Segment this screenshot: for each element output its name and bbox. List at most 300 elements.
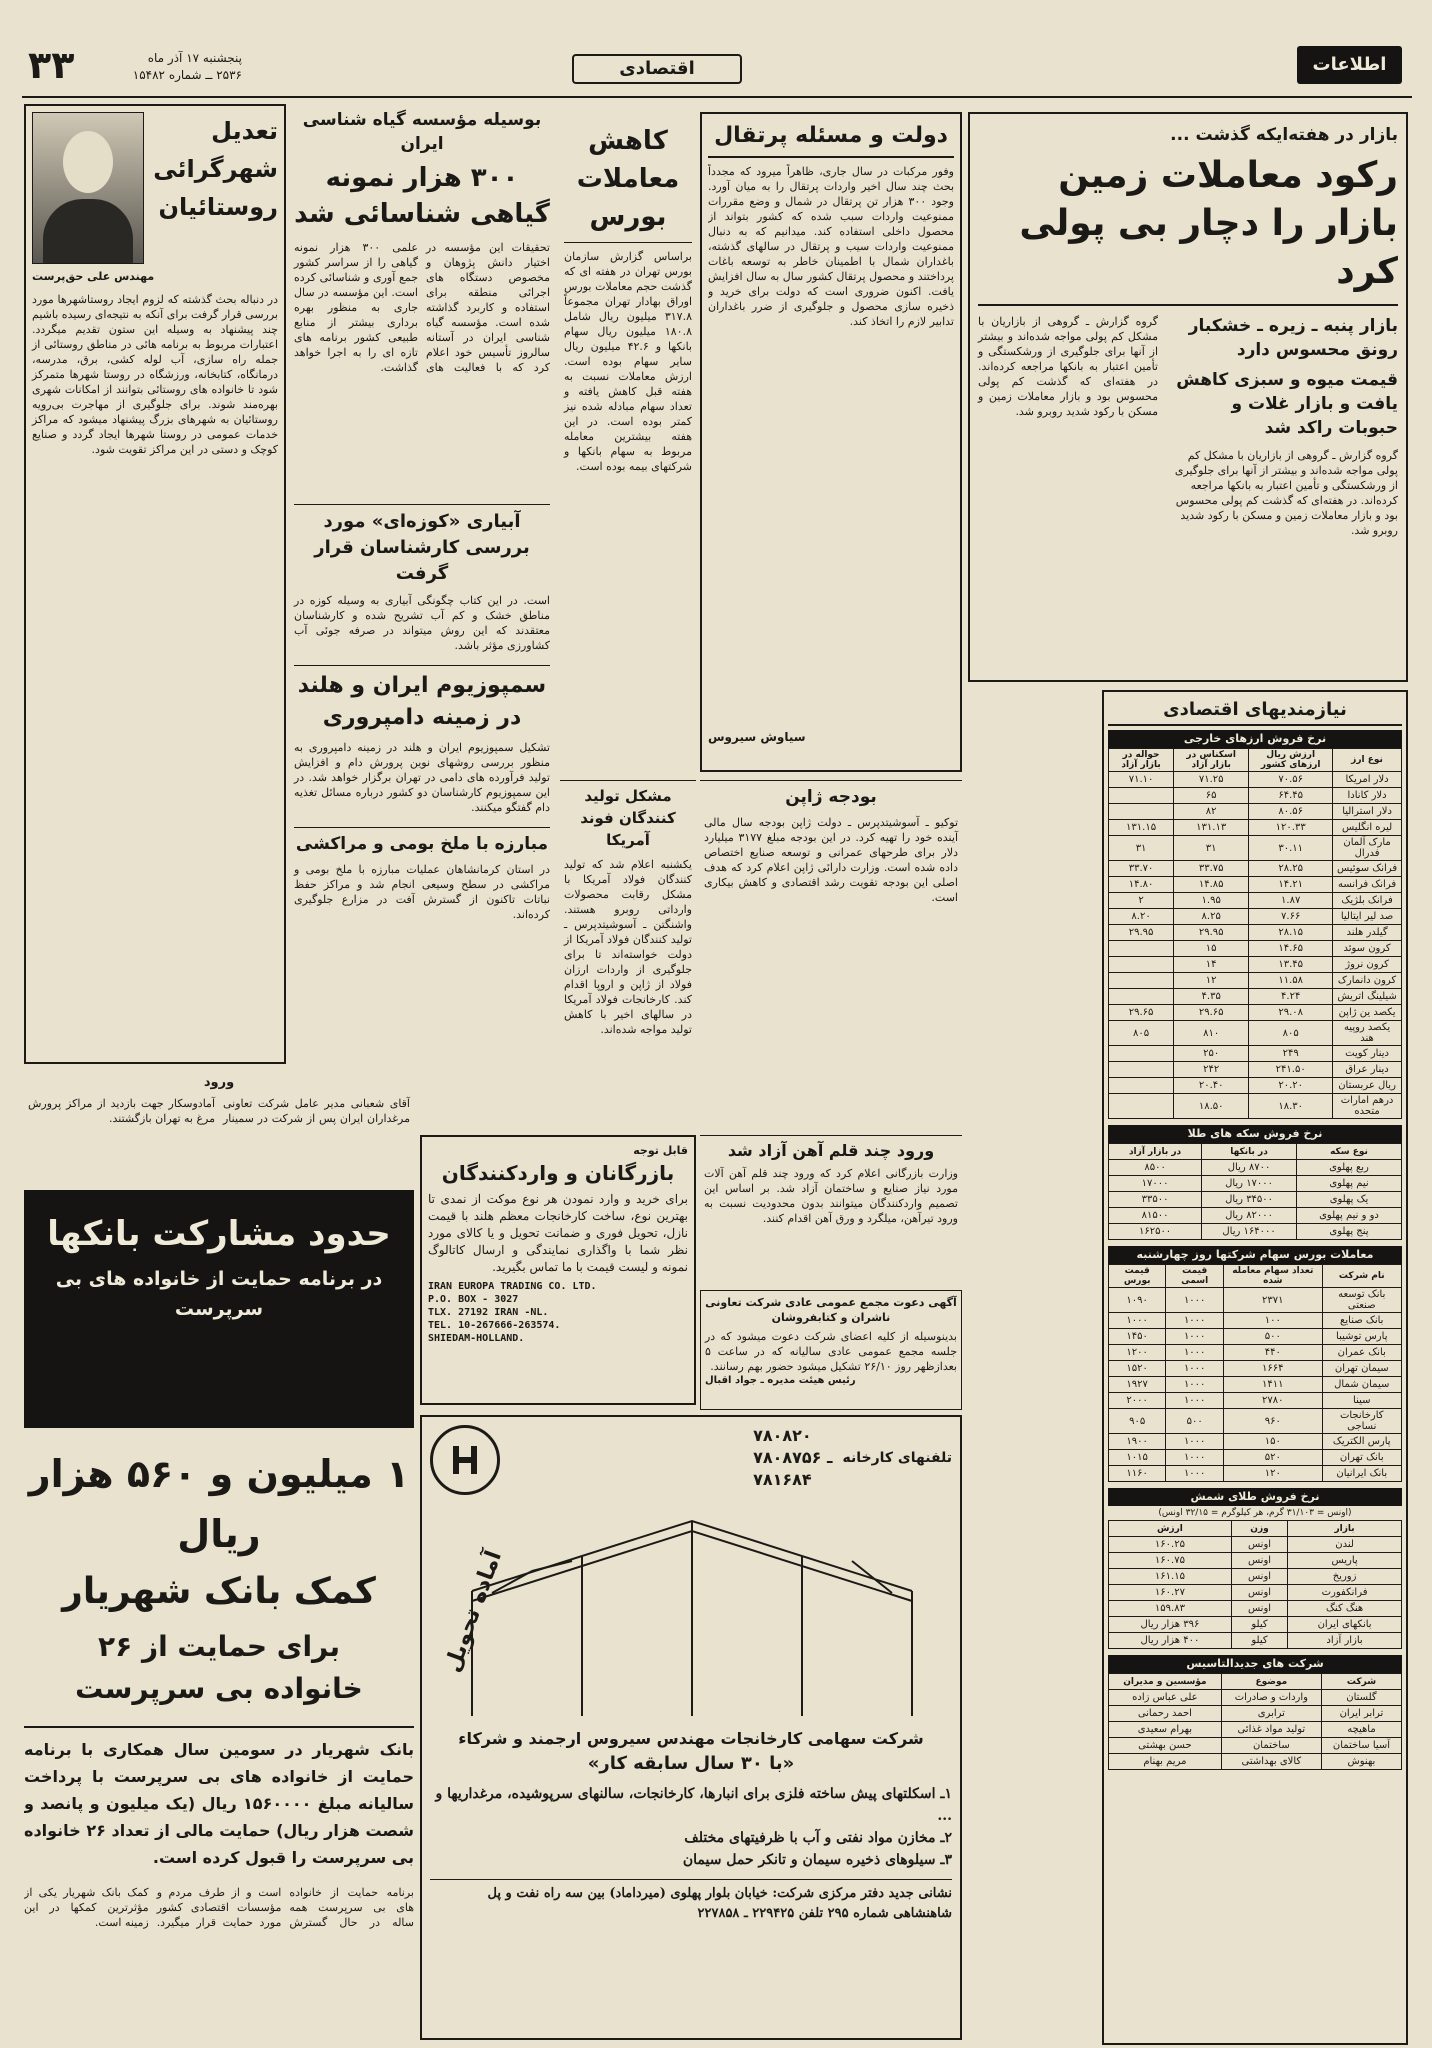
table-cell: ۲۴۲: [1174, 1062, 1249, 1078]
stock-row: [1109, 1466, 1402, 1482]
tadil-body: در دنباله بحث گذشته که لزوم ایجاد روستاشهرها مورد بررسی قرار گرفت برای آنکه به نتیجه‌ای رسیده باشیم چند پیشنهاد به وسیله این ستون تقدیم میگردد. اعتبارات مربوط به برنامه هائی در مناطق روستائی از جمله راه سازی، آب لوله کشی، برق، مدرسه، درمانگاه، کتابخانه، ورزشگاه در روستا شهرها متمرکز شود تا خانواده های روستائی بتوانند از امکانات شهری بهره‌مند شوند. برای جلوگیری از مهاجرت بی‌رویه روستائیان به شهرهای بزرگ پیشنهاد میشود که مراکز خدمات عمومی در روستا شهرها ایجاد گردد و صنایع کوچک و دستی در این مراکز تقویت شود.: [32, 293, 278, 456]
trade-body: برای خرید و وارد نمودن هر نوع موکت از نمدی تا بهترین نوع، ساخت کارخانجات معظم هلند با قیمت نازل، تحویل فوری و ضمانت تحویل و یا کالای مورد نظر شما با واگذاری نمایندگی و ارسال کاتالوگ نمونه و لیست قیمت با ما تماس بگیرید.: [428, 1192, 688, 1274]
factory-phone-2: ۷۸۰۸۷۵ـ ۶: [753, 1448, 833, 1467]
table-cell: ۱۰۱۵: [1109, 1450, 1166, 1466]
tadil-article: [24, 104, 286, 1064]
table-cell: پارس الکتریک: [1322, 1434, 1402, 1450]
table-cell: ۱۸.۵۰: [1174, 1094, 1249, 1119]
stock-title: معاملات بورس سهام شرکتها روز چهارشنبه: [1108, 1246, 1402, 1264]
bank-ad-line3: ۱ میلیون و ۵۶۰ هزار ریال: [28, 1452, 410, 1556]
table-cell: ۱۴۱۱: [1224, 1377, 1322, 1393]
table-cell: بهرام سعیدی: [1109, 1722, 1222, 1738]
table-cell: بهنوش: [1321, 1754, 1401, 1770]
table-cell: ۷۱.۲۵: [1174, 772, 1249, 788]
trade-title: بازرگانان و واردکنندگان: [441, 1161, 675, 1185]
table-cell: ۱۶۰.۲۵: [1109, 1537, 1232, 1553]
table-cell: دینار عراق: [1333, 1062, 1402, 1078]
factory-ad: [420, 1415, 962, 2040]
table-cell: بانک ایرانیان: [1322, 1466, 1402, 1482]
gold-title: نرخ فروش سکه های طلا: [1108, 1125, 1402, 1143]
table-cell: ۱۰۰۰: [1166, 1329, 1224, 1345]
gold-row: [1109, 1224, 1402, 1240]
table-cell: ۱۲۰: [1224, 1466, 1322, 1482]
gold-bar-table: [1108, 1520, 1402, 1649]
table-cell: بانک صنایع: [1322, 1313, 1402, 1329]
fx-row: [1109, 861, 1402, 877]
table-cell: ۲۹.۹۵: [1109, 925, 1174, 941]
table-cell: ۱۴.۲۱: [1249, 877, 1333, 893]
table-cell: ۸۰۵: [1109, 1021, 1174, 1046]
fx-row: [1109, 989, 1402, 1005]
newspaper-logo: اطلاعات: [1297, 46, 1402, 84]
factory-item-2: ۲ـ مخازن مواد نفتی و آب با ظرفیتهای مختلف: [684, 1830, 952, 1846]
bazar-article: [968, 112, 1408, 682]
gold-row: [1109, 1208, 1402, 1224]
tadil-author: مهندس علی حق‌پرست: [32, 270, 155, 283]
table-cell: ۲: [1109, 893, 1174, 909]
table-cell: ۱۰۰۰: [1166, 1450, 1224, 1466]
trade-label: قابل توجه: [633, 1144, 688, 1157]
fx-row: [1109, 909, 1402, 925]
stock-row: [1109, 1288, 1402, 1313]
section-title: اقتصادی: [572, 54, 742, 84]
bazar-kicker: بازار در هفته‌ایکه گذشت ...: [1170, 125, 1398, 145]
table-cell: ۲۵۰: [1174, 1046, 1249, 1062]
table-cell: ۱۴.۶۵: [1249, 941, 1333, 957]
table-cell: ۱۶۴۰۰۰ ریال: [1202, 1224, 1297, 1240]
table-cell: ۱۰۰۰: [1166, 1288, 1224, 1313]
table-cell: واردات و صادرات: [1221, 1690, 1321, 1706]
table-cell: لیره انگلیس: [1333, 820, 1402, 836]
dolat-article: [700, 112, 962, 772]
abiari-title: آبیاری «کوزه‌ای» مورد بررسی کارشناسان قرار گرفت: [294, 504, 550, 587]
stock-row: [1109, 1409, 1402, 1434]
trade-en-tlx: TLX. 27192 IRAN -NL.: [428, 1307, 549, 1318]
page-number: ۳۳: [28, 43, 75, 87]
table-cell: ۱۱۶۰: [1109, 1466, 1166, 1482]
table-cell: مارک آلمان فدرال: [1333, 836, 1402, 861]
new-company-row: [1109, 1706, 1402, 1722]
bank-ad-line2: در برنامه حمایت از خانواده های بی سرپرست: [55, 1268, 383, 1320]
bazar-sub2: قیمت میوه و سبزی کاهش یافت و بازار غلات و حبوبات راکد شد: [1176, 370, 1398, 438]
bazar-sub1: بازار پنبه ـ زیره ـ خشکبار رونق محسوس دارد: [1188, 316, 1398, 360]
table-cell: ۱۲۰۰: [1109, 1345, 1166, 1361]
fx-row: [1109, 1021, 1402, 1046]
budje-article: [700, 780, 962, 1130]
date-line: [92, 50, 242, 84]
table-cell: پارس توشیبا: [1322, 1329, 1402, 1345]
table-cell: اونس: [1231, 1553, 1287, 1569]
sympo-title: سمپوزیوم ایران و هلند در زمینه دامپروری: [294, 665, 550, 734]
table-cell: ۷۱.۱۰: [1109, 772, 1174, 788]
table-cell: علی عباس زاده: [1109, 1690, 1222, 1706]
table-cell: ۸.۲۵: [1174, 909, 1249, 925]
table-cell: کرون سوئد: [1333, 941, 1402, 957]
table-cell: ۲۳۷۱: [1224, 1288, 1322, 1313]
table-cell: [1109, 973, 1174, 989]
fx-row: [1109, 772, 1402, 788]
niaz-section: [1102, 690, 1408, 2045]
table-cell: ۱۴.۸۰: [1109, 877, 1174, 893]
stock-header-name: نام شرکت: [1322, 1265, 1402, 1288]
vorud2-article: [24, 1070, 414, 1190]
table-cell: ۹۶۰: [1224, 1409, 1322, 1434]
table-cell: ۴۴۰: [1224, 1345, 1322, 1361]
stock-row: [1109, 1313, 1402, 1329]
table-cell: ۱۰۰۰: [1166, 1466, 1224, 1482]
table-cell: دینار کویت: [1333, 1046, 1402, 1062]
table-cell: [1109, 1078, 1174, 1094]
gold-row: [1109, 1160, 1402, 1176]
giah-title-main: ۳۰۰ هزار نمونه گیاهی شناسائی شد: [294, 163, 550, 229]
table-cell: ۸۱۵۰۰: [1109, 1208, 1202, 1224]
gold-row: [1109, 1176, 1402, 1192]
niaz-title: نیازمندیهای اقتصادی: [1108, 696, 1402, 726]
table-cell: [1109, 1046, 1174, 1062]
table-cell: ۳۳۵۰۰: [1109, 1192, 1202, 1208]
table-cell: ترابر ایران: [1321, 1706, 1401, 1722]
table-cell: ۱۶۱.۱۵: [1109, 1569, 1232, 1585]
vorud2-title: ورود: [203, 1075, 235, 1090]
table-cell: ۱۳.۴۵: [1249, 957, 1333, 973]
stock-header-price: قیمت بورس: [1109, 1265, 1166, 1288]
table-cell: ۱۲: [1174, 973, 1249, 989]
table-cell: اونس: [1231, 1585, 1287, 1601]
table-cell: ۱۲۰.۳۳: [1249, 820, 1333, 836]
table-cell: یکصد ین ژاپن: [1333, 1005, 1402, 1021]
stock-row: [1109, 1377, 1402, 1393]
table-cell: ۲۷۸۰: [1224, 1393, 1322, 1409]
table-cell: ۱۰۰: [1224, 1313, 1322, 1329]
gold-bar-row: [1109, 1569, 1402, 1585]
new-company-row: [1109, 1722, 1402, 1738]
mushkel-title: مشکل تولید کنندگان فوند آمریکا: [580, 787, 676, 849]
bank-ad-line1: حدود مشارکت بانکها: [47, 1214, 391, 1254]
nc-header-subject: موضوع: [1221, 1674, 1321, 1690]
malakh-body: در استان کرمانشاهان عملیات مبارزه با ملخ بومی و مراکشی در سطح وسیعی انجام شد و مراکز حفظ نباتات تاکنون از گسترش آفت در مزارع جلوگیری کرده‌اند.: [294, 863, 550, 921]
table-cell: [1109, 957, 1174, 973]
table-cell: ۸.۲۰: [1109, 909, 1174, 925]
table-cell: ۱۵۲۰: [1109, 1361, 1166, 1377]
table-cell: ۷۰.۵۶: [1249, 772, 1333, 788]
table-cell: ۱۰۹۰: [1109, 1288, 1166, 1313]
table-cell: دو و نیم پهلوی: [1296, 1208, 1401, 1224]
table-cell: ۱۳۱.۱۵: [1109, 820, 1174, 836]
masthead-rule: [22, 96, 1412, 98]
table-cell: ۳۱: [1109, 836, 1174, 861]
new-company-row: [1109, 1754, 1402, 1770]
gold-bar-row: [1109, 1585, 1402, 1601]
gold-bar-header-weight: وزن: [1231, 1521, 1287, 1537]
table-cell: دلار کانادا: [1333, 788, 1402, 804]
table-cell: ۲۹.۶۵: [1174, 1005, 1249, 1021]
table-cell: ساختمان: [1221, 1738, 1321, 1754]
abiari-body: است. در این کتاب چگونگی آبیاری به وسیله کوزه در مناطق خشک و کم آب تشریح شده و کارشناسان معتقدند که این روش میتواند در صرفه جوئی آب کشاورزی مؤثر باشد.: [294, 594, 550, 652]
fx-row: [1109, 973, 1402, 989]
structure-illustration: [432, 1501, 952, 1721]
budje-body: توکیو ـ آسوشیتدپرس ـ دولت ژاپن بودجه سال مالی آینده خود را تهیه کرد. در این بودجه مبلغ ۳۱۷۷ میلیارد دلار برای طرحهای عمرانی و توسعه صنایع اختصاص داده شده است. وزارت دارائی ژاپن اعلام کرد که هدف اصلی این بودجه تقویت رشد اقتصادی و کاهش بیکاری است.: [704, 816, 958, 904]
giah-article: [290, 104, 554, 494]
table-cell: ۱۶۰.۷۵: [1109, 1553, 1232, 1569]
stock-row: [1109, 1434, 1402, 1450]
dolat-title: دولت و مسئله پرتقال: [708, 120, 954, 158]
fx-row: [1109, 877, 1402, 893]
table-cell: درهم امارات متحده: [1333, 1094, 1402, 1119]
table-cell: کیلو: [1231, 1633, 1287, 1649]
kahesh-title: کاهش معاملات بورس: [564, 116, 692, 243]
table-cell: [1109, 1062, 1174, 1078]
table-cell: ترابری: [1221, 1706, 1321, 1722]
vorud-title: ورود چند قلم آهن آزاد شد: [727, 1141, 935, 1160]
table-cell: ۲۴۱.۵۰: [1249, 1062, 1333, 1078]
table-cell: ۲۰۰۰: [1109, 1393, 1166, 1409]
kahesh-article: [560, 112, 696, 772]
nc-header-founders: مؤسسین و مدیران: [1109, 1674, 1222, 1690]
gold-header-type: نوع سکه: [1296, 1144, 1401, 1160]
table-cell: ۱۰۰۰: [1166, 1434, 1224, 1450]
fx-header-type: نوع ارز: [1333, 749, 1402, 772]
factory-item-3: ۳ـ سیلوهای ذخیره سیمان و تانکر حمل سیمان: [682, 1852, 952, 1868]
table-cell: پنج پهلوی: [1296, 1224, 1401, 1240]
new-company-row: [1109, 1738, 1402, 1754]
table-cell: [1109, 1094, 1174, 1119]
agahi-box: [700, 1290, 962, 1410]
table-cell: ۱۰۰۰: [1166, 1361, 1224, 1377]
gold-bar-row: [1109, 1633, 1402, 1649]
gold-header-bank: در بانکها: [1202, 1144, 1297, 1160]
tadil-title: تعدیل شهرگرائی روستائیان: [153, 117, 278, 221]
author-photo: [32, 112, 144, 264]
table-cell: ۱۴۵۰: [1109, 1329, 1166, 1345]
table-cell: ۲۰.۴۰: [1174, 1078, 1249, 1094]
table-cell: ۳۹۶ هزار ریال: [1109, 1617, 1232, 1633]
table-cell: پاریس: [1288, 1553, 1402, 1569]
table-cell: گلستان: [1321, 1690, 1401, 1706]
budje-title: بودجه ژاپن: [785, 787, 877, 807]
gold-row: [1109, 1192, 1402, 1208]
fx-row: [1109, 1005, 1402, 1021]
gold-bar-note: (اونس = ۳۱/۱۰۳ گرم، هر کیلوگرم = ۳۲/۱۵ اونس): [1158, 1508, 1352, 1518]
dolat-author: سیاوش سیروس: [708, 730, 806, 744]
table-cell: ۳۳.۷۵: [1174, 861, 1249, 877]
table-cell: ۸۵۰۰: [1109, 1160, 1202, 1176]
stock-row: [1109, 1329, 1402, 1345]
masthead: [22, 42, 1412, 94]
stock-header-count: تعداد سهام معامله شده: [1224, 1265, 1322, 1288]
table-cell: ۳۰.۱۱: [1249, 836, 1333, 861]
factory-phone-1: ۷۸۰۸۲۰: [753, 1426, 812, 1445]
gold-bar-row: [1109, 1617, 1402, 1633]
fx-row: [1109, 1094, 1402, 1119]
trade-en-company: IRAN EUROPA TRADING CO. LTD.: [428, 1281, 597, 1292]
stock-row: [1109, 1450, 1402, 1466]
table-cell: سیمان تهران: [1322, 1361, 1402, 1377]
table-cell: ۱۰۰۰: [1166, 1377, 1224, 1393]
gold-bar-row: [1109, 1601, 1402, 1617]
stock-row: [1109, 1393, 1402, 1409]
table-cell: ۱۰۰۰: [1166, 1393, 1224, 1409]
fx-row: [1109, 893, 1402, 909]
issue-text: ۲۵۳۶ ــ شماره ۱۵۴۸۲: [132, 68, 242, 82]
factory-logo-icon: [445, 1440, 485, 1480]
author-photo-body: [43, 199, 133, 263]
stock-header-nominal: قیمت اسمی: [1166, 1265, 1224, 1288]
table-cell: سینا: [1322, 1393, 1402, 1409]
new-company-row: [1109, 1690, 1402, 1706]
table-cell: ۶۵: [1174, 788, 1249, 804]
new-companies-title: شرکت های جدیدالتاسیس: [1108, 1655, 1402, 1673]
factory-tagline: «با ۳۰ سال سابقه کار»: [587, 1753, 795, 1774]
vorud-article: [700, 1135, 962, 1285]
bank-ad-line4: کمک بانک شهریار: [62, 1571, 376, 1612]
table-cell: ۱۵۹.۸۳: [1109, 1601, 1232, 1617]
table-cell: آسیا ساختمان: [1321, 1738, 1401, 1754]
factory-company: شرکت سهامی کارخانجات مهندس سیروس ارجمند و شرکاء: [458, 1729, 924, 1748]
table-cell: ۲۹.۶۵: [1109, 1005, 1174, 1021]
fx-row: [1109, 804, 1402, 820]
table-cell: ۱۶۰.۲۷: [1109, 1585, 1232, 1601]
table-cell: ۸۲۰۰۰ ریال: [1202, 1208, 1297, 1224]
fx-row: [1109, 820, 1402, 836]
table-cell: یکصد روپیه هند: [1333, 1021, 1402, 1046]
table-cell: صد لیر ایتالیا: [1333, 909, 1402, 925]
table-cell: ۱۵۰: [1224, 1434, 1322, 1450]
table-cell: کیلو: [1231, 1617, 1287, 1633]
table-cell: ۲۸.۲۵: [1249, 861, 1333, 877]
table-cell: ۱۰۰۰: [1166, 1345, 1224, 1361]
table-cell: اونس: [1231, 1601, 1287, 1617]
bank-ad-banner: [24, 1190, 414, 1428]
table-cell: ۱.۸۷: [1249, 893, 1333, 909]
table-cell: ۲۹.۰۸: [1249, 1005, 1333, 1021]
table-cell: بانک توسعه صنعتی: [1322, 1288, 1402, 1313]
bazar-body: گروه گزارش ـ گروهی از بازاریان با مشکل کم پولی مواجه شده‌اند و بیشتر از آنها برای جلوگیری از ورشکستگی و تأمین اعتبار به بانکها مراجعه کرده‌اند. در هفته‌ای که گذشت کم پولی محسوس بود و بازار معاملات زمین و مسکن با رکود شدید روبرو شد.: [978, 315, 1158, 418]
fx-table: [1108, 748, 1402, 1119]
table-cell: [1109, 989, 1174, 1005]
gold-bar-row: [1109, 1553, 1402, 1569]
agahi-sign: رئیس هیئت مدیره ـ جواد اقبال: [705, 1375, 856, 1386]
fx-row: [1109, 1046, 1402, 1062]
table-cell: ۱۳۱.۱۳: [1174, 820, 1249, 836]
giah-title-top: بوسیله مؤسسه گیاه شناسی ایران: [302, 110, 542, 154]
bazar-body-2: گروه گزارش ـ گروهی از بازاریان با مشکل کم پولی مواجه شده‌اند و بیشتر از آنها برای جلوگیری از ورشکستگی و تأمین اعتبار به بانکها مراجعه کرده‌اند. در هفته‌ای که گذشت کم پولی محسوس بود و بازار معاملات زمین و مسکن با رکود شدید روبرو شد.: [1174, 449, 1398, 537]
table-cell: بانکهای ایران: [1288, 1617, 1402, 1633]
gold-header-free: در بازار آزاد: [1109, 1144, 1202, 1160]
table-cell: ۱۶۶۴: [1224, 1361, 1322, 1377]
factory-logo: [430, 1425, 500, 1495]
table-cell: ۱۵: [1174, 941, 1249, 957]
table-cell: کالای بهداشتی: [1221, 1754, 1321, 1770]
table-cell: ۸۲: [1174, 804, 1249, 820]
giah-body: تحقیقات این مؤسسه در اختیار دانش پژوهان و مخصوص دستگاه های اجرائی منطقه برای استفاده و کاربرد گذاشته شده است. مؤسسه گیاه شناسی ایران در آستانه سالروز تأسیس خود اعلام کرد که با فعالیت های علمی ۳۰۰ هزار نمونه گیاهی را از سراسر کشور جمع آوری و شناسائی کرده است. این مؤسسه در سال جاری به منظور بهره برداری بیشتر از منابع طبیعی کشور برنامه های تازه ای را به اجرا خواهد گذاشت.: [294, 241, 550, 374]
table-cell: ریال عربستان: [1333, 1078, 1402, 1094]
fx-title: نرخ فروش ارزهای خارجی: [1108, 730, 1402, 748]
trade-en-tel: TEL. 10-267666-263574.: [428, 1320, 561, 1331]
trade-en-box: P.O. BOX - 3027: [428, 1294, 519, 1305]
fx-header-official: ارزش ریال ارزهای کشور: [1249, 749, 1333, 772]
table-cell: شیلینگ اتریش: [1333, 989, 1402, 1005]
stock-row: [1109, 1361, 1402, 1377]
table-cell: ۵۰۰: [1224, 1329, 1322, 1345]
table-cell: ۹۰۵: [1109, 1409, 1166, 1434]
table-cell: احمد رحمانی: [1109, 1706, 1222, 1722]
table-cell: سیمان شمال: [1322, 1377, 1402, 1393]
table-cell: تولید مواد غذائی: [1221, 1722, 1321, 1738]
fx-row: [1109, 925, 1402, 941]
table-cell: ۷.۶۶: [1249, 909, 1333, 925]
table-cell: ۲۸.۱۵: [1249, 925, 1333, 941]
table-cell: اونس: [1231, 1569, 1287, 1585]
table-cell: ۸۰۵: [1249, 1021, 1333, 1046]
factory-phone-3: ۷۸۱۶۸۴: [753, 1470, 812, 1489]
table-cell: ۱۴.۸۵: [1174, 877, 1249, 893]
table-cell: حسن بهشتی: [1109, 1738, 1222, 1754]
stock-row: [1109, 1345, 1402, 1361]
table-cell: ۸۷۰۰ ریال: [1202, 1160, 1297, 1176]
table-cell: بازار آزاد: [1288, 1633, 1402, 1649]
agahi-title: آگهی دعوت مجمع عمومی عادی شرکت تعاونی ناشران و کتابفروشان: [705, 1296, 957, 1324]
factory-item-1: ۱ـ اسکلتهای پیش ساخته فلزی برای انبارها، کارخانجات، سالنهای سرپوشیده، مرغداریها و ...: [435, 1786, 952, 1824]
table-cell: ربع پهلوی: [1296, 1160, 1401, 1176]
fx-row: [1109, 941, 1402, 957]
table-cell: فرانک سوئیس: [1333, 861, 1402, 877]
vorud2-body: آقای شعبانی مدیر عامل شرکت تعاونی مرغداران ایران پس از شرکت در سمینار آمادوسکار جهت بازدید از مراکز پرورش مرغ به تهران بازگشتند.: [28, 1097, 410, 1125]
table-cell: ۱۹۰۰: [1109, 1434, 1166, 1450]
kahesh-body: براساس گزارش سازمان بورس تهران در هفته ای که گذشت حجم معاملات بورس اوراق بهادار تهران مجموعاً ۳۱۷.۸ میلیون ریال شامل ۱۸۰.۸ میلیون ریال سهام بانکها و ۴۲.۶ میلیون ریال سایر سهام بوده است. ارزش معاملات نسبت به هفته قبل کاهش یافته و تعداد سهام مبادله شده نیز کمتر بوده است. در این هفته بیشترین معامله مربوط به سهام بانکها و شرکتهای بیمه بوده است.: [564, 250, 692, 473]
factory-phones-label: تلفنهای کارخانه: [842, 1450, 952, 1466]
table-cell: فرانکفورت: [1288, 1585, 1402, 1601]
fx-header-cash: اسکناس در بازار آزاد: [1174, 749, 1249, 772]
bank-ad-bottom: برنامه حمایت از خانواده های بی سرپرست همه ساله در حال گسترش است و از طرف مردم و مؤسسات اقتصادی کشور مورد حمایت قرار میگیرد. کمک بانک شهریار یکی از مؤثرترین کمکها در این زمینه است.: [24, 1886, 414, 1929]
fx-row: [1109, 957, 1402, 973]
table-cell: [1109, 804, 1174, 820]
table-cell: ۸۰.۵۶: [1249, 804, 1333, 820]
agahi-body: بدینوسیله از کلیه اعضای شرکت دعوت میشود که در جلسه مجمع عمومی عادی سالیانه که در ساعت ۵ بعدازظهر روز ۲۶/۱۰ تشکیل میشود حضور بهم رسانند.: [705, 1330, 957, 1373]
table-cell: ۴.۲۴: [1249, 989, 1333, 1005]
table-cell: دلار امریکا: [1333, 772, 1402, 788]
table-cell: ۲۴۹: [1249, 1046, 1333, 1062]
table-cell: کرون دانمارک: [1333, 973, 1402, 989]
dolat-body: وفور مرکبات در سال جاری، ظاهراً میرود که مجدداً بحث چند سال اخیر واردات پرتقال را به میان آورد. وجود ۳۰۰ هزار تن پرتقال در شمال و وضع مقررات ممنوعیت واردات سبب شده که کشور بتواند از محصول داخلی استفاده کند. میدانیم که به دنبال ممنوعیت واردات سیب و پرتقال در سالهای گذشته، باغداران شمال با اطمینان خاطر به توسعه باغات پرداختند و محصول پرتقال کشور سال به سال افزایش یافت. اکنون ضروری است که دولت برای خرید و ذخیره سازی محصول و جلوگیری از ضرر باغداران تدابیر لازم را اتخاذ کند.: [708, 165, 954, 328]
bank-ad-line6: خانواده بی سرپرست: [75, 1672, 363, 1705]
table-cell: [1109, 941, 1174, 957]
gold-bar-header-value: ارزش: [1109, 1521, 1232, 1537]
table-cell: ۳۴۵۰۰ ریال: [1202, 1192, 1297, 1208]
trade-ad: [420, 1135, 696, 1405]
table-cell: ۳۱: [1174, 836, 1249, 861]
table-cell: ۱۶۲۵۰۰: [1109, 1224, 1202, 1240]
table-cell: فرانک فرانسه: [1333, 877, 1402, 893]
table-cell: زوریخ: [1288, 1569, 1402, 1585]
table-cell: ۸۱۰: [1174, 1021, 1249, 1046]
gold-table: [1108, 1143, 1402, 1240]
gold-bar-title: نرخ فروش طلای شمش: [1108, 1488, 1402, 1506]
table-cell: ۱۷۰۰۰: [1109, 1176, 1202, 1192]
table-cell: ۱۸.۳۰: [1249, 1094, 1333, 1119]
table-cell: ۶۴.۴۵: [1249, 788, 1333, 804]
table-cell: ۱۴: [1174, 957, 1249, 973]
fx-row: [1109, 836, 1402, 861]
table-cell: اونس: [1231, 1537, 1287, 1553]
table-cell: مریم بهنام: [1109, 1754, 1222, 1770]
table-cell: فرانک بلژیک: [1333, 893, 1402, 909]
table-cell: گیلدر هلند: [1333, 925, 1402, 941]
factory-address: نشانی جدید دفتر مرکزی شرکت: خیابان بلوار پهلوی (میرداماد) بین سه راه نفت و پل شاهنشاهی شماره ۲۹۵ تلفن ۲۲۹۴۲۵ ـ ۲۲۷۸۵۸: [430, 1879, 952, 1924]
fx-row: [1109, 1078, 1402, 1094]
table-cell: ۲۰.۲۰: [1249, 1078, 1333, 1094]
fx-row: [1109, 1062, 1402, 1078]
fx-header-transfer: حواله در بازار آزاد: [1109, 749, 1174, 772]
